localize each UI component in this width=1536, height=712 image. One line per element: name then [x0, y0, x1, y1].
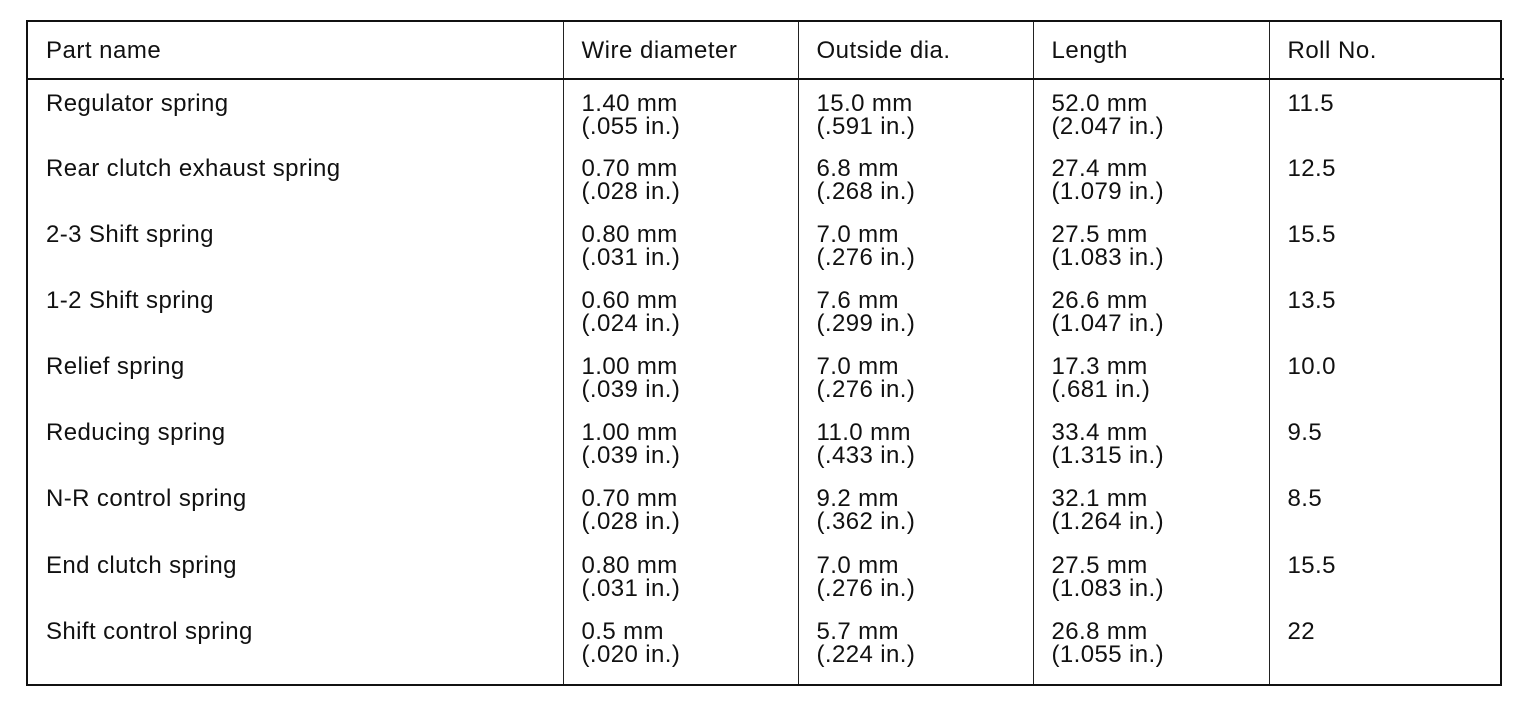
- outside-dia-cell: [798, 79, 1033, 145]
- outside-dia-mm: 7.0 mm: [816, 551, 899, 579]
- table-row: [28, 277, 1504, 343]
- outside-dia-cell: [798, 277, 1033, 343]
- wire-diameter-in: (.055 in.): [581, 113, 681, 140]
- part-name-cell: [28, 475, 563, 541]
- length-in: (2.047 in.): [1051, 113, 1164, 140]
- table-row: [28, 409, 1504, 475]
- roll-no-cell: [1269, 277, 1504, 343]
- part-name-cell: [28, 409, 563, 475]
- roll-no: 15.5: [1287, 551, 1336, 579]
- table-body: [28, 79, 1504, 684]
- spring-spec-table: [26, 20, 1502, 686]
- wire-diameter-cell: [563, 277, 798, 343]
- roll-no-cell: [1269, 79, 1504, 145]
- header-roll-no: Roll No.: [1269, 22, 1504, 79]
- part-name: Relief spring: [46, 353, 185, 381]
- length-in: (1.083 in.): [1051, 244, 1164, 272]
- roll-no: 15.5: [1287, 221, 1336, 249]
- part-name-cell: [28, 79, 563, 145]
- outside-dia-in: (.299 in.): [816, 310, 916, 338]
- outside-dia-in: (.276 in.): [816, 574, 916, 602]
- outside-dia-in: (.276 in.): [816, 244, 916, 272]
- outside-dia-cell: [798, 475, 1033, 541]
- table-row: [28, 145, 1504, 211]
- outside-dia-cell: [798, 409, 1033, 475]
- wire-diameter-in: (.020 in.): [581, 640, 681, 668]
- part-name: 1-2 Shift spring: [46, 287, 214, 315]
- header-length: Length: [1033, 22, 1269, 79]
- part-name-cell: [28, 343, 563, 409]
- outside-dia-mm: 7.0 mm: [816, 221, 899, 249]
- length-cell: [1033, 475, 1269, 541]
- length-in: (.681 in.): [1051, 376, 1151, 404]
- wire-diameter-cell: [563, 145, 798, 211]
- roll-no: 11.5: [1287, 90, 1335, 117]
- outside-dia-cell: [798, 343, 1033, 409]
- table-row: [28, 79, 1504, 145]
- outside-dia-in: (.433 in.): [816, 442, 916, 470]
- roll-no-cell: [1269, 211, 1504, 277]
- part-name: 2-3 Shift spring: [46, 221, 214, 249]
- outside-dia-mm: 5.7 mm: [816, 617, 899, 645]
- table-header: [28, 22, 1504, 79]
- wire-diameter-in: (.031 in.): [581, 244, 681, 272]
- spring-table: [28, 22, 1504, 684]
- wire-diameter-mm: 0.80 mm: [581, 221, 678, 249]
- length-mm: 52.0 mm: [1051, 90, 1148, 117]
- part-name-cell: [28, 542, 563, 608]
- wire-diameter-mm: 1.00 mm: [581, 353, 678, 381]
- outside-dia-cell: [798, 211, 1033, 277]
- table-row: [28, 542, 1504, 608]
- table-row: [28, 211, 1504, 277]
- length-mm: 27.4 mm: [1051, 155, 1148, 183]
- length-cell: [1033, 211, 1269, 277]
- roll-no-cell: [1269, 409, 1504, 475]
- table-row: [28, 608, 1504, 684]
- length-mm: 27.5 mm: [1051, 221, 1148, 249]
- wire-diameter-cell: [563, 211, 798, 277]
- length-cell: [1033, 542, 1269, 608]
- wire-diameter-cell: [563, 79, 798, 145]
- outside-dia-in: (.268 in.): [816, 178, 916, 206]
- wire-diameter-mm: 0.5 mm: [581, 617, 664, 645]
- length-in: (1.047 in.): [1051, 310, 1164, 338]
- roll-no: 12.5: [1287, 155, 1336, 183]
- outside-dia-cell: [798, 608, 1033, 684]
- part-name: Rear clutch exhaust spring: [46, 155, 341, 183]
- table-row: [28, 343, 1504, 409]
- length-cell: [1033, 343, 1269, 409]
- header-outside-dia: Outside dia.: [798, 22, 1033, 79]
- outside-dia-cell: [798, 145, 1033, 211]
- outside-dia-mm: 7.6 mm: [816, 287, 899, 315]
- part-name-cell: [28, 211, 563, 277]
- part-name-cell: [28, 277, 563, 343]
- roll-no: 22: [1287, 617, 1315, 645]
- outside-dia-mm: 7.0 mm: [816, 353, 899, 381]
- wire-diameter-mm: 1.00 mm: [581, 419, 678, 447]
- wire-diameter-mm: 0.80 mm: [581, 551, 678, 579]
- wire-diameter-mm: 0.60 mm: [581, 287, 678, 315]
- outside-dia-in: (.362 in.): [816, 508, 916, 536]
- length-cell: [1033, 608, 1269, 684]
- roll-no: 8.5: [1287, 485, 1323, 513]
- outside-dia-mm: 15.0 mm: [816, 90, 913, 117]
- header-part-name: Part name: [28, 22, 563, 79]
- header-row: [28, 22, 1504, 79]
- length-in: (1.315 in.): [1051, 442, 1164, 470]
- outside-dia-in: (.224 in.): [816, 640, 916, 668]
- length-mm: 26.8 mm: [1051, 617, 1148, 645]
- wire-diameter-mm: 1.40 mm: [581, 90, 678, 117]
- roll-no-cell: [1269, 608, 1504, 684]
- table-row: [28, 475, 1504, 541]
- roll-no-cell: [1269, 475, 1504, 541]
- length-in: (1.079 in.): [1051, 178, 1164, 206]
- length-mm: 32.1 mm: [1051, 485, 1148, 513]
- wire-diameter-cell: [563, 542, 798, 608]
- roll-no: 13.5: [1287, 287, 1336, 315]
- wire-diameter-cell: [563, 475, 798, 541]
- outside-dia-cell: [798, 542, 1033, 608]
- part-name: N-R control spring: [46, 485, 247, 513]
- outside-dia-in: (.591 in.): [816, 113, 916, 140]
- roll-no: 9.5: [1287, 419, 1323, 447]
- length-in: (1.055 in.): [1051, 640, 1164, 668]
- part-name: Reducing spring: [46, 419, 226, 447]
- wire-diameter-in: (.039 in.): [581, 442, 681, 470]
- length-cell: [1033, 145, 1269, 211]
- length-mm: 26.6 mm: [1051, 287, 1148, 315]
- part-name: End clutch spring: [46, 551, 237, 579]
- length-mm: 33.4 mm: [1051, 419, 1148, 447]
- wire-diameter-in: (.028 in.): [581, 508, 681, 536]
- roll-no-cell: [1269, 343, 1504, 409]
- outside-dia-mm: 11.0 mm: [816, 419, 911, 447]
- part-name: Shift control spring: [46, 617, 253, 645]
- outside-dia-mm: 9.2 mm: [816, 485, 899, 513]
- length-in: (1.264 in.): [1051, 508, 1164, 536]
- outside-dia-in: (.276 in.): [816, 376, 916, 404]
- header-wire-diameter: Wire diameter: [563, 22, 798, 79]
- length-cell: [1033, 79, 1269, 145]
- outside-dia-mm: 6.8 mm: [816, 155, 899, 183]
- length-mm: 27.5 mm: [1051, 551, 1148, 579]
- wire-diameter-in: (.031 in.): [581, 574, 681, 602]
- roll-no-cell: [1269, 542, 1504, 608]
- wire-diameter-mm: 0.70 mm: [581, 485, 678, 513]
- wire-diameter-cell: [563, 343, 798, 409]
- part-name-cell: [28, 145, 563, 211]
- length-cell: [1033, 409, 1269, 475]
- wire-diameter-cell: [563, 608, 798, 684]
- roll-no-cell: [1269, 145, 1504, 211]
- part-name: Regulator spring: [46, 90, 229, 117]
- roll-no: 10.0: [1287, 353, 1336, 381]
- wire-diameter-in: (.028 in.): [581, 178, 681, 206]
- length-mm: 17.3 mm: [1051, 353, 1148, 381]
- wire-diameter-mm: 0.70 mm: [581, 155, 678, 183]
- wire-diameter-cell: [563, 409, 798, 475]
- wire-diameter-in: (.039 in.): [581, 376, 681, 404]
- length-cell: [1033, 277, 1269, 343]
- wire-diameter-in: (.024 in.): [581, 310, 681, 338]
- length-in: (1.083 in.): [1051, 574, 1164, 602]
- part-name-cell: [28, 608, 563, 684]
